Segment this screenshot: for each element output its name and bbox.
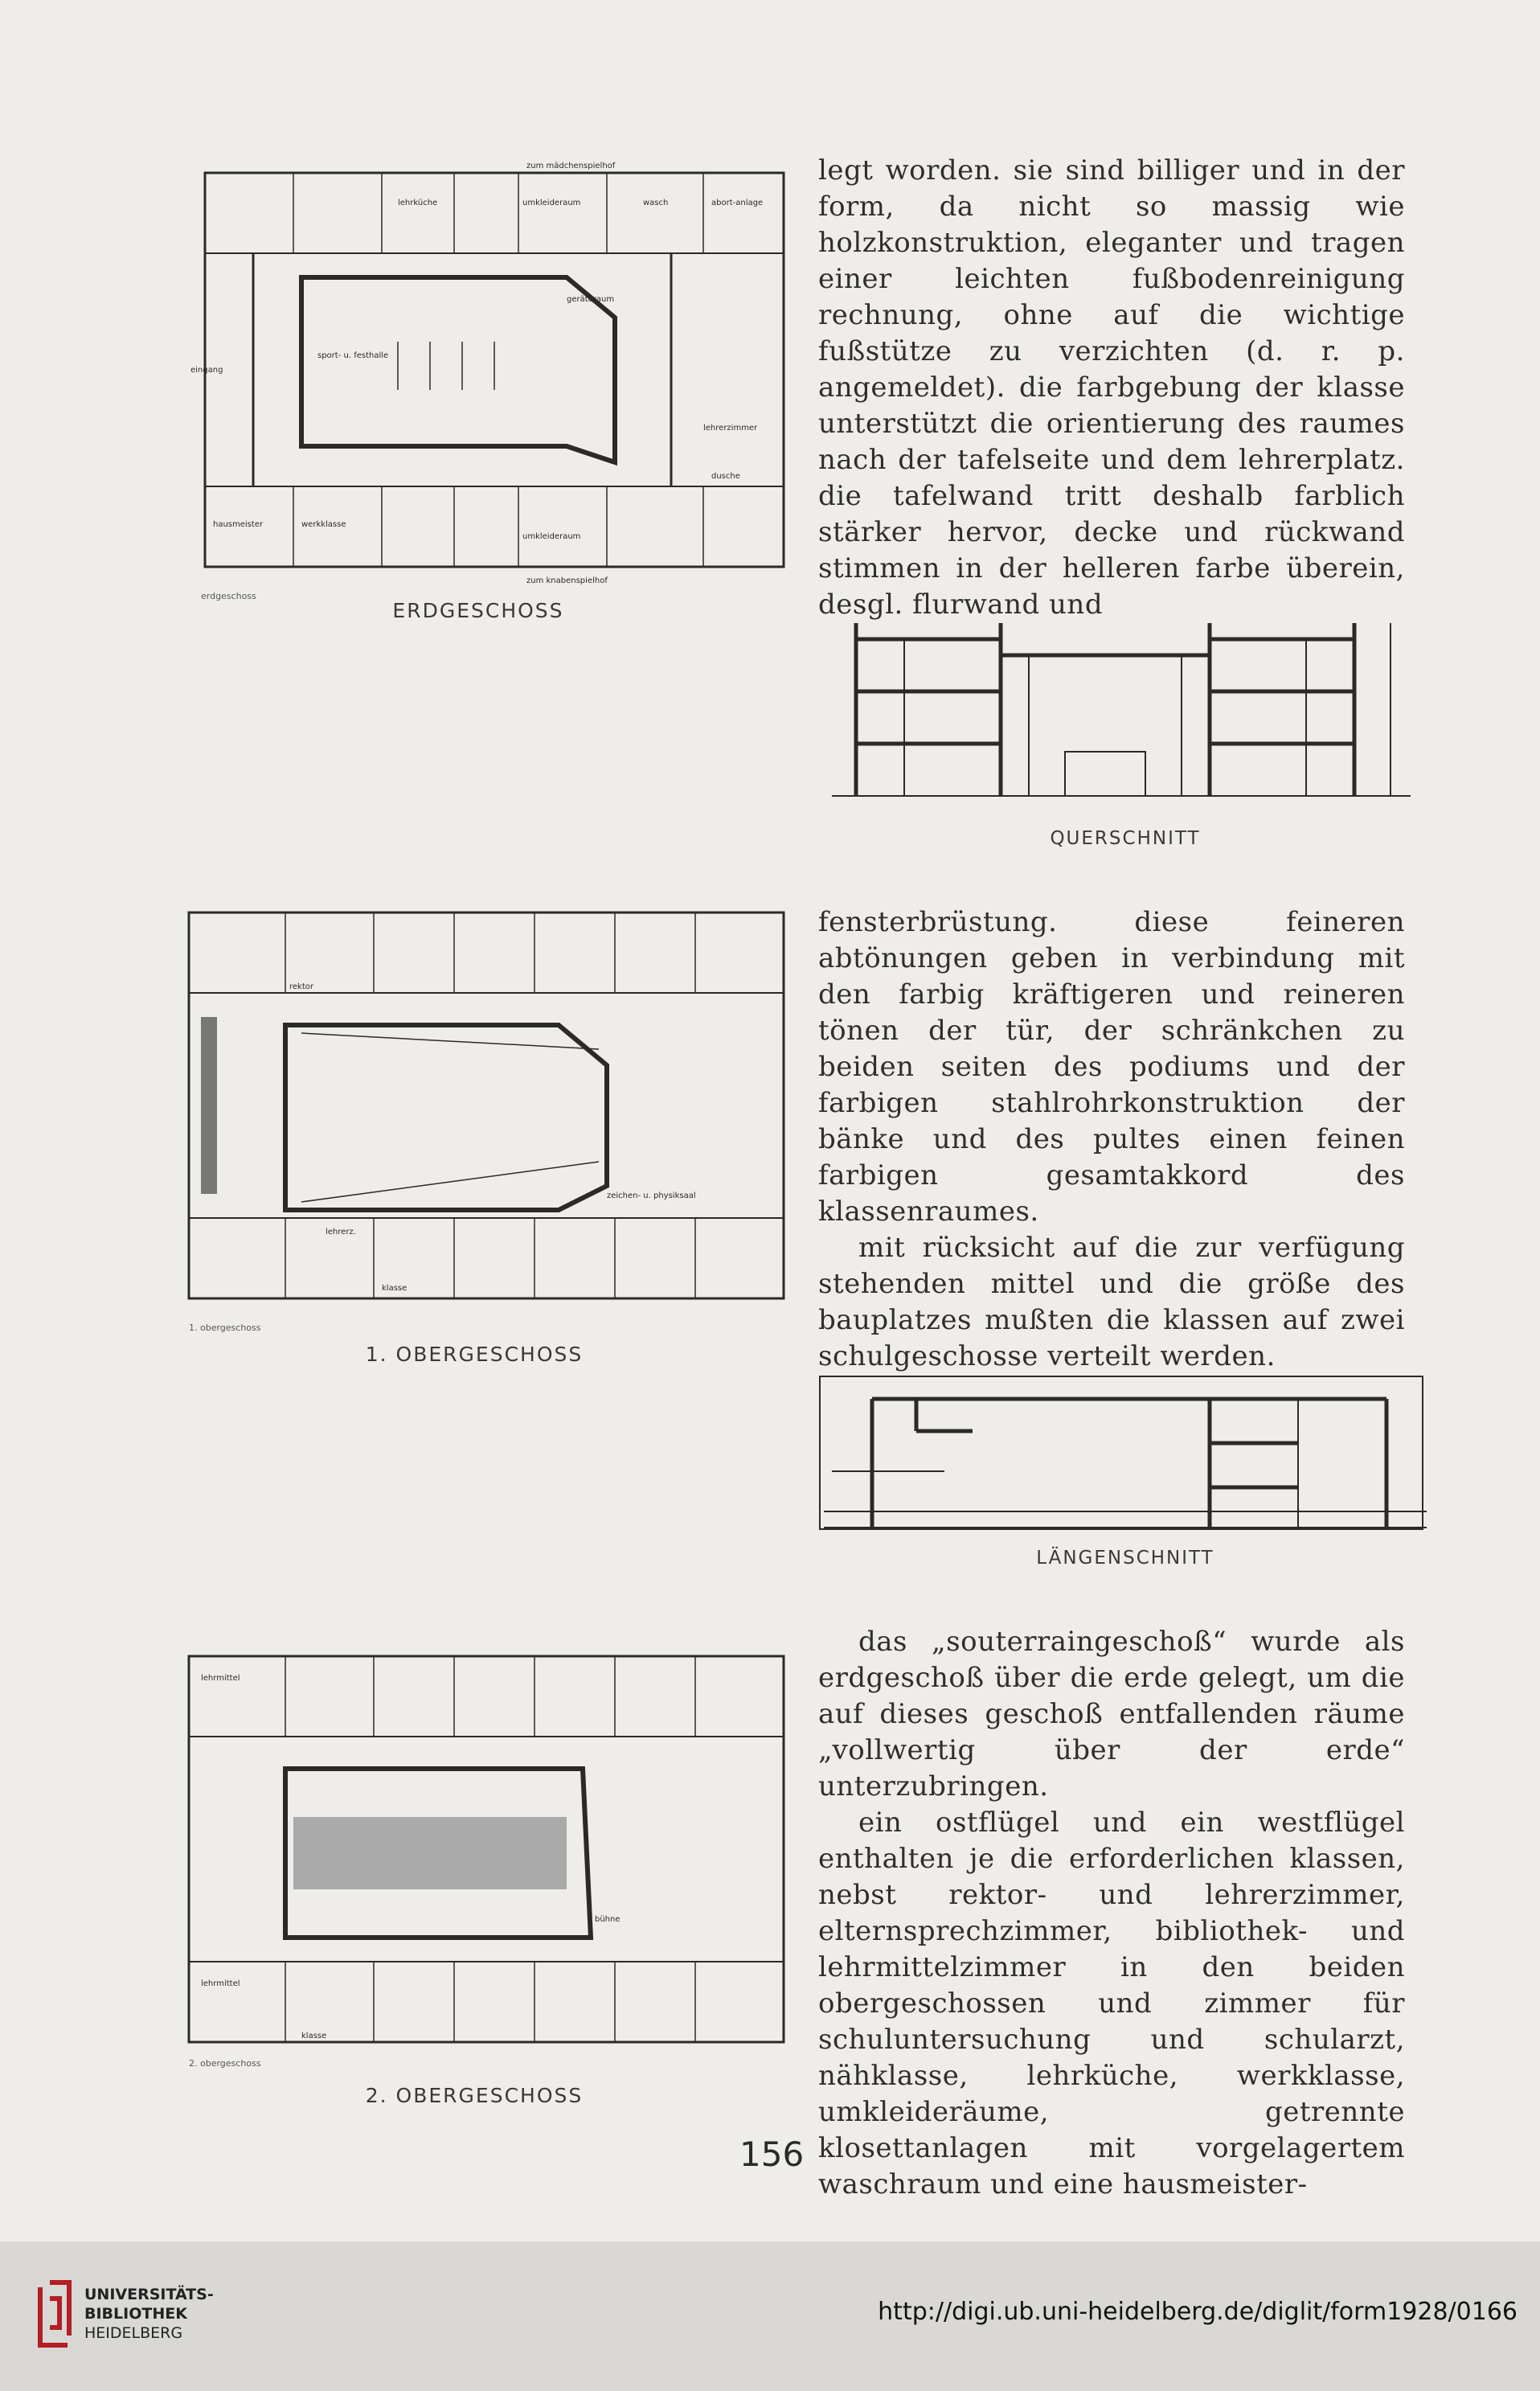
label-workshop: werkklasse — [301, 520, 346, 529]
label-entrance: eingang — [190, 366, 223, 375]
source-url[interactable]: http://digi.ub.uni-heidelberg.de/diglit/form1928/0166 — [878, 2298, 1517, 2326]
second-floor-plan — [181, 1648, 800, 2054]
label-toilets: abort-anlage — [711, 199, 764, 207]
label-teachers: lehrerzimmer — [703, 424, 758, 433]
page-number: 156 — [739, 2135, 805, 2174]
text-block-1 — [818, 153, 1405, 623]
ground-small-label: erdgeschoss — [201, 591, 256, 601]
label-hall: sport- u. festhalle — [317, 351, 389, 360]
library-name — [84, 2285, 214, 2343]
long-section-caption: LÄNGENSCHNITT — [1036, 1548, 1214, 1569]
library-logo-icon — [34, 2279, 74, 2353]
cross-section-drawing — [816, 615, 1435, 812]
label-equipment: geräteraum — [567, 295, 615, 304]
first-caption: 1. OBERGESCHOSS — [365, 1343, 584, 1366]
ground-floor-plan — [189, 157, 800, 587]
second-caption: 2. OBERGESCHOSS — [365, 2084, 584, 2107]
label-teachers-first: lehrerz. — [326, 1228, 356, 1237]
long-section-drawing-area — [816, 1367, 1435, 1540]
library-line-3: HEIDELBERG — [84, 2324, 183, 2342]
cross-section-caption: QUERSCHNITT — [1050, 828, 1201, 849]
first-floor-plan — [181, 904, 800, 1314]
text-block-2 — [818, 904, 1405, 1375]
label-changing-top: umkleideraum — [522, 199, 581, 207]
label-kitchen: lehrküche — [398, 199, 438, 207]
label-shower: dusche — [711, 472, 740, 481]
text-paragraph: das „souterraingeschoß“ wurde als erdgeschoß über die erde gelegt, um die auf dieses geschoß entfallenden räume „vollwertig über der erde“ unterzubringen. — [818, 1626, 1405, 1802]
label-washroom: wasch — [643, 199, 669, 207]
long-section-drawing — [816, 1367, 1435, 1540]
text-paragraph: fensterbrüstung. diese feineren abtönungen geben in verbindung mit den farbig kräftigeren und reineren tönen der tür, der schränkchen zu beiden seiten des podiums und der farbigen stahlrohrkonstruktion der bänke und des pultes einen feinen farbigen gesamtakkord des klassenraumes. — [818, 906, 1405, 1228]
label-top-yard: zum mädchenspielhof — [526, 162, 616, 170]
library-line-1: UNIVERSITÄTS- — [84, 2286, 214, 2303]
second-small-label: 2. obergeschoss — [189, 2058, 261, 2069]
label-bottom-yard: zum knabenspielhof — [526, 576, 608, 585]
first-floor-drawing — [181, 904, 800, 1314]
library-line-2: BIBLIOTHEK — [84, 2305, 187, 2323]
label-drawing-room: zeichen- u. physiksaal — [607, 1191, 696, 1200]
text-paragraph: ein ostflügel und ein westflügel enthalten je die erforderlichen klassen, nebst rektor- und lehrerzimmer, elternsprechzimmer, bibliothek- und lehrmittelzimmer in den beiden obergeschossen und zimmer für schuluntersuchung und schularzt, nähklasse, lehrküche, werkklasse, umkleideräume, getrennte klosettanlagen mit vorgelagertem waschraum und eine hausmeister- — [818, 1807, 1405, 2200]
ground-floor-drawing — [189, 157, 800, 587]
cross-section-drawing-area — [816, 615, 1435, 812]
text-block-3 — [818, 1624, 1405, 2203]
label-rector: rektor — [289, 982, 313, 991]
label-classroom-first: klasse — [382, 1284, 408, 1293]
label-teaching-aids-top: lehrmittel — [201, 1674, 240, 1683]
label-caretaker: hausmeister — [213, 520, 264, 529]
second-floor-drawing — [181, 1648, 800, 2054]
label-classroom-second: klasse — [301, 2032, 327, 2040]
text-paragraph: mit rücksicht auf die zur verfügung stehenden mittel und die größe des bauplatzes mußten die klassen auf zwei schulgeschosse verteilt werden. — [818, 1232, 1405, 1372]
label-teaching-aids-bottom: lehrmittel — [201, 1979, 240, 1988]
ground-caption: ERDGESCHOSS — [392, 599, 564, 622]
label-changing-bottom: umkleideraum — [522, 532, 581, 541]
first-small-label: 1. obergeschoss — [189, 1323, 261, 1333]
text-paragraph: legt worden. sie sind billiger und in der form, da nicht so massig wie holzkonstruktion, eleganter und tragen einer leichten fußbodenreinigung rechnung, ohne auf die wichtige fußstütze zu verzichten (d. r. p. angemeldet). die farbgebung der klasse unterstützt die orientierung des raumes nach der tafelseite und dem lehrerplatz. die tafelwand tritt deshalb farblich stärker hervor, decke und rückwand stimmen in der helleren farbe überein, desgl. flurwand und — [818, 154, 1405, 621]
label-stage: bühne — [595, 1915, 621, 1924]
